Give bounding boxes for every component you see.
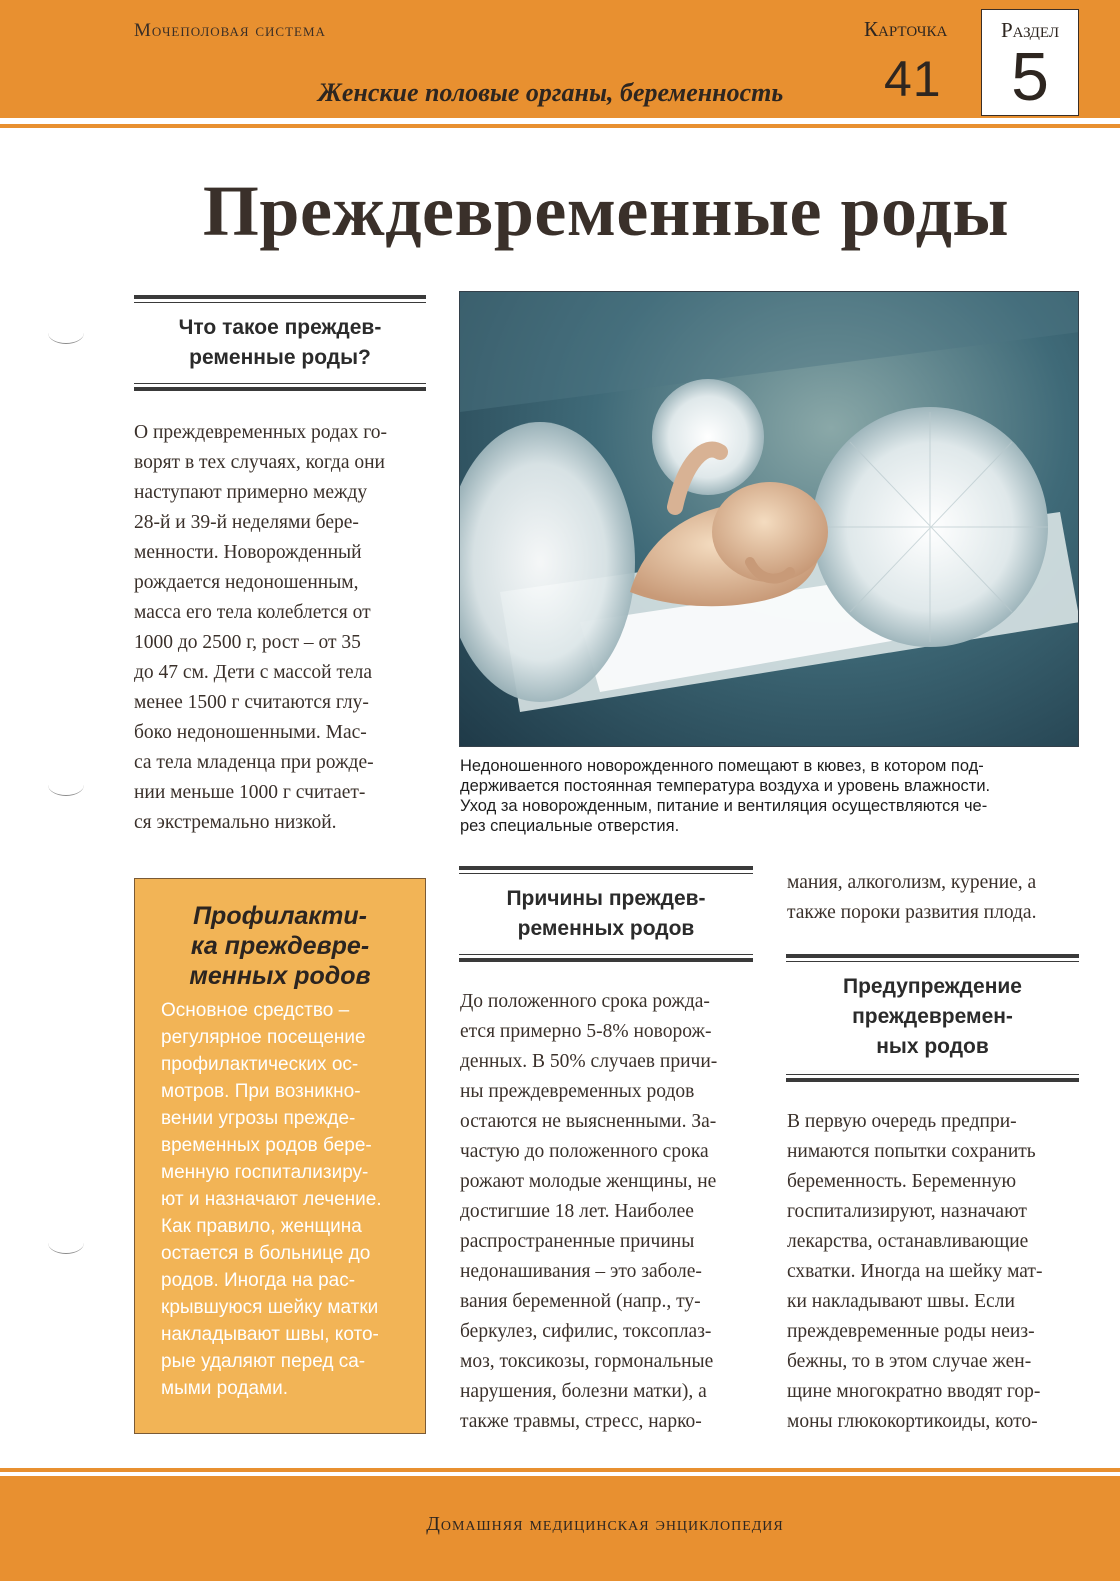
what-is-heading-text: Что такое преждев- ременные роды?	[178, 316, 382, 369]
card-number: 41	[884, 51, 942, 107]
footer-title: Домашняя медицинская энциклопедия	[426, 1513, 784, 1535]
incubator-photo-illustration	[460, 292, 1079, 747]
warning-heading-text: Предупреждение преждевремен- ных родов	[843, 975, 1022, 1058]
warning-heading	[786, 954, 1079, 1082]
what-is-heading	[134, 295, 426, 391]
section-label: Мочеполовая система	[134, 20, 326, 41]
causes-continued-text: мания, алкоголизм, курение, а также пороки развития плода.	[787, 872, 1037, 923]
punch-hole-mark	[48, 774, 84, 796]
page-subtitle: Женские половые органы, беременность	[318, 78, 784, 107]
causes-text: До положенного срока рожда- ется примерно 5-8% новорож- денных. В 50% случаев причи- ны преждевременных родов остаются не выясненными. За- частую до положенного срока рожают молодые женщины, не достигшие 18 лет. Наиболее распространенные причины недонашивания – это заболе- вания беременной (напр., ту- беркулез, сифилис, токсоплаз- моз, токсикозы, гормональные нарушения, болезни матки), а также травмы, стресс, нарко-	[460, 991, 718, 1432]
punch-hole-mark	[48, 1232, 84, 1254]
prevention-box-text: Основное средство – регулярное посещение профилактических ос- мотров. При возникно- вении угрозы прежде- временных родов бере- менную госпитализиру- ют и назначают лечение. Как правило, женщина остается в больнице до родов. Иногда на рас- крывшуюся шейку матки накладывают швы, кото- рые удаляют перед са- мыми родами.	[161, 1000, 382, 1399]
page-title: Преждевременные роды	[202, 171, 1010, 251]
section-box-number: 5	[1011, 39, 1049, 115]
footer-rule	[0, 1468, 1120, 1472]
photo-caption: Недоношенного новорожденного помещают в кювез, в котором под- держивается постоянная температура воздуха и уровень влажности. Уход за новорожденным, питание и вентиляция осуществляются че- рез специальные отверстия.	[460, 757, 991, 835]
warning-text: В первую очередь предпри- нимаются попытки сохранить беременность. Беременную госпитализируют, назначают лекарства, останавливающие схватки. Иногда на шейку мат- ки накладывают швы. Если преждевременные роды неиз- бежны, то в этом случае жен- щине многократно вводят гор- моны глюкокортикоиды, кото-	[787, 1111, 1043, 1432]
header-rule	[0, 124, 1120, 128]
punch-hole-mark	[48, 322, 84, 344]
prevention-box	[134, 878, 426, 1434]
causes-heading	[459, 866, 753, 962]
incubator-photo	[459, 291, 1079, 747]
card-label: Карточка	[864, 17, 948, 41]
what-is-text: О преждевременных родах го- ворят в тех случаях, когда они наступают примерно между 28-й и 39-й неделями бере- менности. Новорожденный рождается недоношенным, масса его тела колеблется от 1000 до 2500 г, рост – от 35 до 47 см. Дети с массой тела менее 1500 г считаются глу- боко недоношенными. Мас- са тела младенца при рожде- нии меньше 1000 г считает- ся экстремально низкой.	[134, 422, 387, 833]
section-box	[981, 9, 1079, 116]
section-box-label: Раздел	[1000, 18, 1060, 42]
causes-heading-text: Причины преждев- ременных родов	[506, 887, 706, 940]
prevention-box-title: Профилакти- ка преждевре- менных родов	[189, 902, 371, 990]
